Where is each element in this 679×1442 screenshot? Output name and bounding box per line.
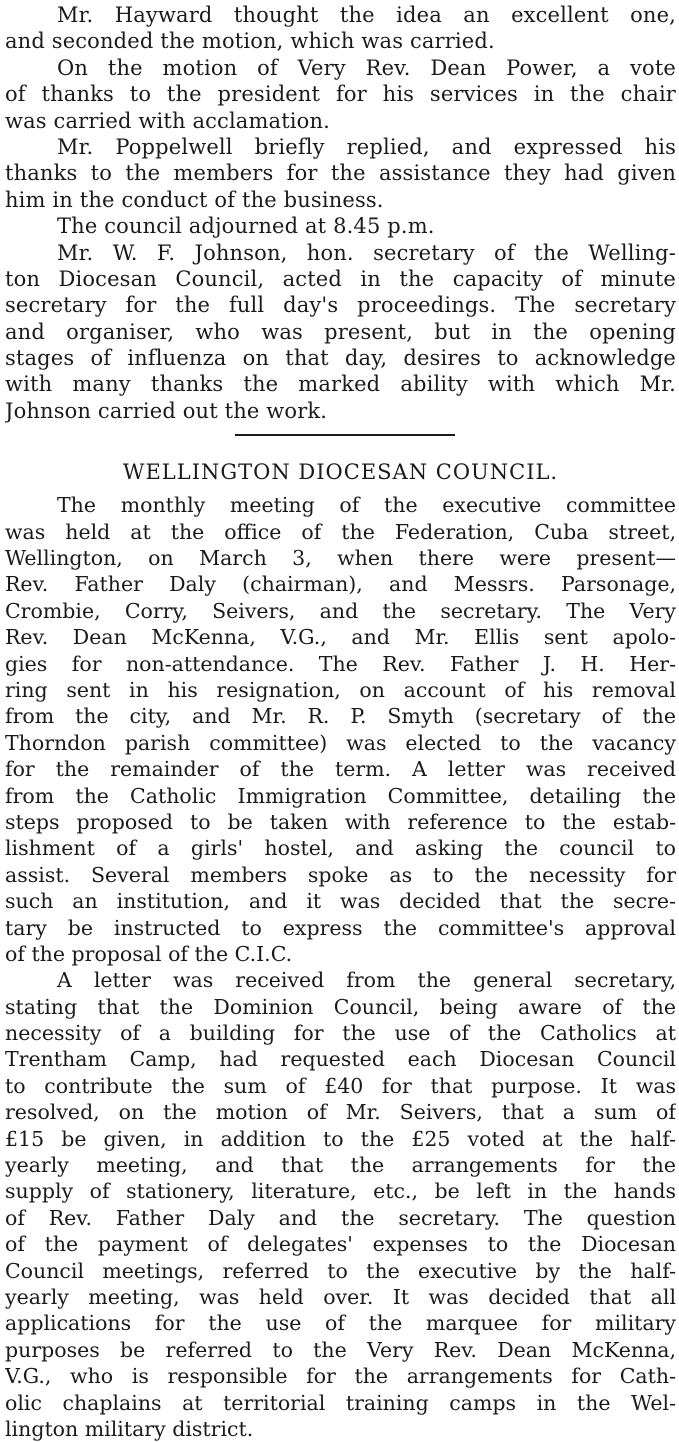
text-line: V.G., who is responsible for the arrangements for Cath-	[5, 1364, 676, 1389]
text-line: supply of stationery, literature, etc., be left in the hands	[5, 1179, 676, 1204]
text-line: steps proposed to be taken with reference to the estab-	[5, 809, 676, 834]
text-line: of the payment of delegates' expenses to the Diocesan	[5, 1232, 676, 1257]
text-line: secretary for the full day's proceedings. The secretary	[5, 293, 676, 318]
section-heading: WELLINGTON DIOCESAN COUNCIL.	[122, 460, 559, 485]
text-line: £15 be given, in addition to the £25 voted at the half-	[5, 1126, 676, 1151]
text-line: of the proposal of the C.I.C.	[5, 941, 293, 966]
text-line: yearly meeting, and that the arrangements for the	[5, 1153, 676, 1178]
text-line: lishment of a girls' hostel, and asking the council to	[5, 836, 676, 861]
text-line: purposes be referred to the Very Rev. Dean McKenna,	[5, 1337, 676, 1362]
text-line: Wellington, on March 3, when there were present—	[5, 546, 676, 571]
text-line: necessity of a building for the use of the Catholics at	[5, 1021, 676, 1046]
text-line: Mr. W. F. Johnson, hon. secretary of the Welling-	[57, 240, 676, 265]
text-line: applications for the use of the marquee for military	[5, 1311, 676, 1336]
text-line: Mr. Hayward thought the idea an excellent one,	[57, 3, 676, 27]
section-divider	[5, 424, 676, 446]
text-line: stages of influenza on that day, desires to acknowledge	[5, 346, 676, 371]
text-line: him in the conduct of the business.	[5, 187, 384, 212]
text-line: of Rev. Father Daly and the secretary. The question	[5, 1205, 676, 1230]
text-line: gies for non-attendance. The Rev. Father J. H. Her-	[5, 651, 676, 676]
text-line: thanks to the members for the assistance they had given	[5, 161, 676, 186]
text-line: Crombie, Corry, Seivers, and the secretary. The Very	[5, 598, 676, 623]
text-line: stating that the Dominion Council, being aware of the	[5, 994, 676, 1019]
text-line: Council meetings, referred to the executive by the half-	[5, 1258, 676, 1283]
text-line: and organiser, who was present, but in the opening	[5, 319, 676, 344]
text-line: resolved, on the motion of Mr. Seivers, that a sum of	[5, 1100, 676, 1125]
text-line: Johnson carried out the work.	[5, 398, 328, 423]
text-line: ton Diocesan Council, acted in the capacity of minute	[5, 266, 676, 291]
text-line: The council adjourned at 8.45 p.m.	[57, 214, 435, 239]
text-line: of thanks to the president for his services in the chair	[5, 82, 676, 107]
text-line: with many thanks the marked ability with which Mr.	[5, 372, 676, 397]
text-line: assist. Several members spoke as to the necessity for	[5, 862, 676, 887]
text-line: from the Catholic Immigration Committee, detailing the	[5, 783, 676, 808]
text-line: for the remainder of the term. A letter was received	[5, 757, 676, 782]
text-line: Rev. Dean McKenna, V.G., and Mr. Ellis sent apolo-	[5, 625, 676, 650]
text-line: Rev. Father Daly (chairman), and Messrs. Parsonage,	[5, 572, 676, 597]
section-2-text	[5, 492, 676, 1442]
text-line: On the motion of Very Rev. Dean Power, a vote	[57, 55, 676, 80]
text-line: A letter was received from the general secretary,	[57, 968, 676, 993]
text-line: was held at the office of the Federation, Cuba street,	[5, 519, 676, 544]
text-line: ring sent in his resignation, on account of his removal	[5, 677, 676, 702]
text-line: The monthly meeting of the executive committee	[57, 493, 676, 518]
text-line: from the city, and Mr. R. P. Smyth (secretary of the	[5, 704, 676, 729]
text-line: such an institution, and it was decided that the secre-	[5, 889, 676, 914]
section-1-text	[5, 2, 676, 424]
text-line: tary be instructed to express the committee's approval	[5, 915, 676, 940]
text-line: Thorndon parish committee) was elected to the vacancy	[5, 730, 676, 755]
text-line: was carried with acclamation.	[5, 108, 330, 133]
text-line: Mr. Poppelwell briefly replied, and expressed his	[57, 134, 676, 159]
text-line: Trentham Camp, had requested each Diocesan Council	[5, 1047, 676, 1072]
text-line: olic chaplains at territorial training camps in the Wel-	[5, 1390, 676, 1415]
text-line: yearly meeting, was held over. It was decided that all	[5, 1284, 676, 1309]
text-line: lington military district.	[5, 1416, 254, 1441]
text-line: and seconded the motion, which was carried.	[5, 29, 495, 54]
divider-rule	[235, 434, 455, 436]
text-line: to contribute the sum of £40 for that purpose. It was	[5, 1073, 676, 1098]
